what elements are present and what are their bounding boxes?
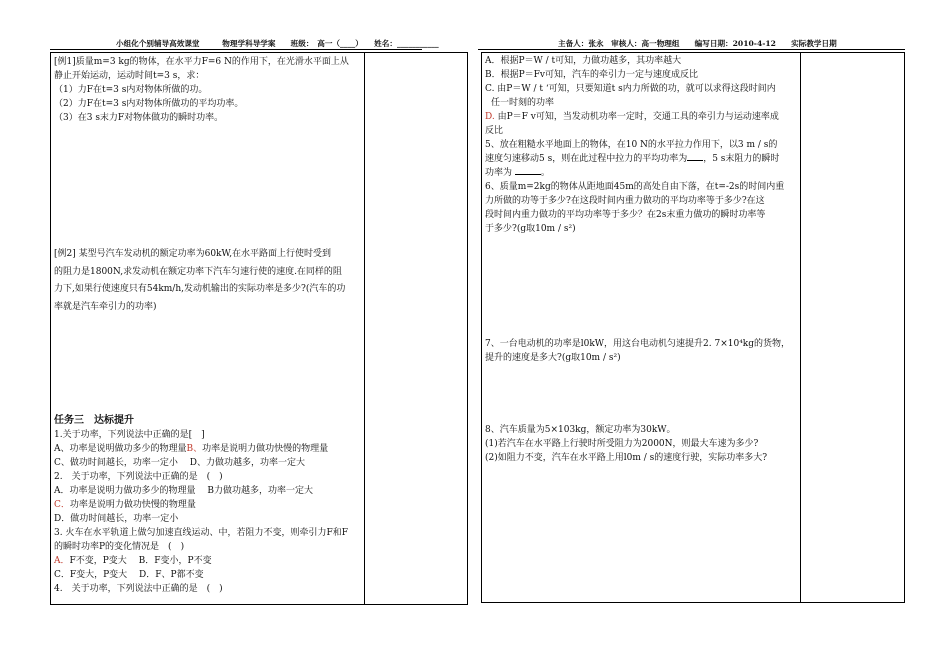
header-rule-right <box>478 49 905 50</box>
q3-options-cd: C．F变大，P变大 D．F、P都不变 <box>54 570 204 580</box>
q1-stem: 1.关于功率，下列说法中正确的是[ ] <box>54 430 205 440</box>
q1-options-cd: C、做功时间越长，功率一定小 D、力做功越多，功率一定大 <box>54 458 305 468</box>
q1-option-b-label: B、 <box>186 444 203 454</box>
q4-option-d-label: D. <box>485 112 495 122</box>
q4-options <box>485 54 797 236</box>
q2-option-c: 功率是说明力做功快慢的物理量 <box>69 500 196 510</box>
ex1-question-2: （2）力F在t=3 s内对物体所做功的平均功率。 <box>54 99 244 109</box>
question-7 <box>485 337 797 365</box>
question-8 <box>485 423 797 465</box>
ex2-line4: 率就是汽车牵引力的功率) <box>54 301 157 312</box>
q4-option-d-text: 由P＝F v可知，当发动机功率一定时，交通工具的牵引力与运动速率成 <box>494 112 779 122</box>
ex1-question-3: （3）在3 s末力F对物体做功的瞬时功率。 <box>54 113 224 123</box>
q2-option-c-label: C． <box>54 500 70 510</box>
example-2 <box>54 246 362 316</box>
right-panel-divider <box>800 52 801 603</box>
q5-line3-tail: 。 <box>540 168 550 178</box>
ex1-line1: [例1]质量m=3 kg的物体，在水平力F=6 N的作用下，在光滑水平面上从 <box>54 57 349 67</box>
q4-option-a: A．根据P＝W / t可知，力做功越多，其功率越大 <box>485 56 682 66</box>
q4-option-c-line2: 任一时刻的功率 <box>491 98 555 108</box>
header-left: 小组化个别辅导高效课堂 物理学科导学案 班级： 高一（____） 姓名：___________ <box>116 39 439 48</box>
q3-options-ab <box>54 554 362 568</box>
q5-answer-blank-1 <box>687 160 703 161</box>
q8-line3: (2)如阻力不变，汽车在水平路上用l0m / s的速度行驶，实际功率多大? <box>485 453 768 463</box>
q3-stem-line1: 3. 火车在水平轨道上做匀加速直线运动、中，若阻力不变，则牵引力F和F <box>54 528 348 538</box>
q8-line1: 8、汽车质量为5×103kg，额定功率为30kW。 <box>485 425 676 435</box>
q1-option-b: 功率是说明力做功快慢的物理量 <box>202 444 329 454</box>
q2-stem: 2. 关于功率，下列说法中正确的是 ( ) <box>54 472 223 482</box>
left-panel-divider <box>364 52 365 605</box>
q4-option-c-line1: C. 由P＝W / t ‘可知，只要知道t s内力所做的功，就可以求得这段时间内 <box>485 84 776 94</box>
q4-option-d-line1 <box>485 110 797 124</box>
example-1 <box>54 55 362 125</box>
task-3-title: 任务三 达标提升 <box>54 415 134 426</box>
q1-options-ab <box>54 442 362 456</box>
ex2-line1: [例2] 某型号汽车发动机的额定功率为60kW,在水平路面上行使时受到 <box>54 249 332 259</box>
ex1-line2: 静止开始运动，运动时间t=3 s，求： <box>54 71 205 81</box>
q2-options-ab: A．功率是说明力做功多少的物理量 B力做功越多，功率一定大 <box>54 486 313 496</box>
q3-stem-line2: 的瞬时功率P的变化情况是 ( ) <box>54 542 185 552</box>
q4-stem: 4. 关于功率，下列说法中正确的是 ( ) <box>54 584 223 594</box>
q3-options-ab-text: F不变，P变大 B．F变小，P不变 <box>69 556 212 566</box>
q6-line1: 6、质量m=2kg的物体从距地面45m的高处自由下落，在t=-2s的时间内重 <box>485 182 785 192</box>
q7-line1: 7、一台电动机的功率是l0kW，用这台电动机匀速提升2. 7×10⁴kg的货物， <box>485 339 791 349</box>
q2-option-d: D．做功时间越长，功率一定小 <box>54 514 179 524</box>
ex2-line3: 力下,如果行使速度只有54km/h,发动机输出的实际功率是多少?(汽车的功 <box>54 284 346 294</box>
ex1-question-1: （1）力F在t=3 s内对物体所做的功。 <box>54 85 208 95</box>
q5-answer-blank-2 <box>515 174 541 175</box>
q4-option-d-line2: 反比 <box>485 126 504 136</box>
q1-option-a: A、功率是说明做功多少的物理量 <box>54 444 187 454</box>
q5-line3-text: 功率为 <box>485 168 513 178</box>
q5-line3 <box>485 166 797 180</box>
header-rule-left <box>50 49 422 50</box>
q7-line2: 提升的速度是多大?(g取10m / s²) <box>485 353 621 363</box>
ex2-line2: 的阻力是1800N,求发动机在额定功率下汽车匀速行使的速度.在同样的阻 <box>54 266 342 277</box>
header-right: 主备人：张永 审核人：高一物理组 编写日期：2010-4-12 实际教学日期 <box>558 39 837 48</box>
q2-option-c-line <box>54 498 362 512</box>
q6-line4: 于多少?(g取10m / s²) <box>485 224 576 234</box>
q6-line3: 段时间内重力做功的平均功率等于多少？在2s末重力做功的瞬时功率等 <box>485 210 766 220</box>
q5-line2-tail: ，5 s末阻力的瞬时 <box>703 154 780 164</box>
q5-line2-text: 速度匀速移动5 s，则在此过程中拉力的平均功率为 <box>485 154 688 164</box>
q8-line2: (1)若汽车在水平路上行驶时所受阻力为2000N，则最大车速为多少? <box>485 439 759 449</box>
task-3-section <box>54 414 362 596</box>
q6-line2: 力所做的功等于多少?在这段时间内重力做功的平均功率等于多少?在这 <box>485 196 765 206</box>
q3-option-a-label: A． <box>54 556 70 566</box>
q5-line1: 5、放在粗糙水平地面上的物体，在10 N的水平拉力作用下，以3 m / s的 <box>485 140 778 150</box>
q5-line2 <box>485 152 797 166</box>
q4-option-b: B．根据P＝Fv可知，汽车的牵引力一定与速度成反比 <box>485 70 698 80</box>
